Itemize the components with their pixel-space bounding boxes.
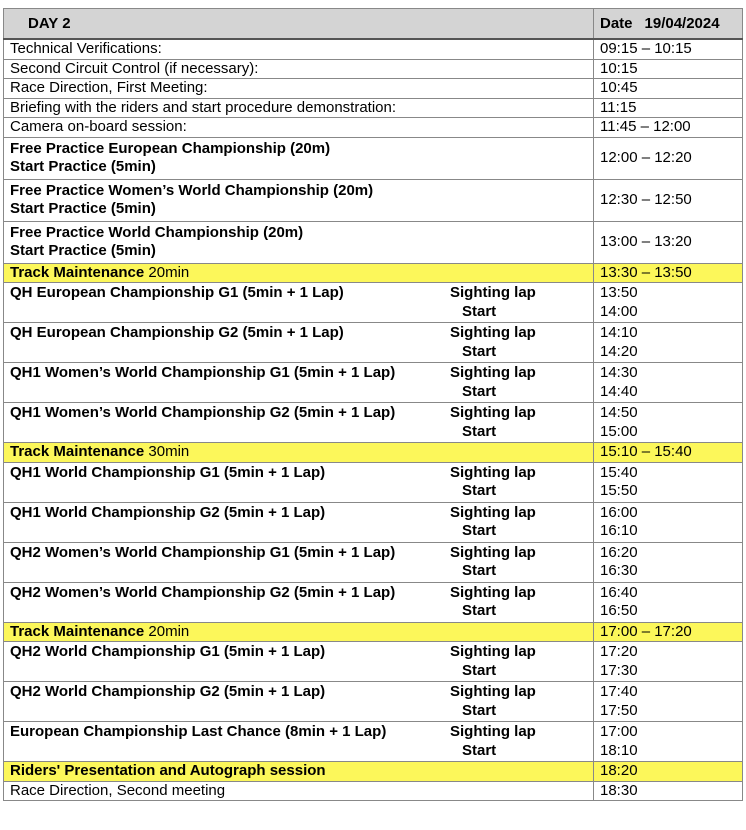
session-content [10, 284, 593, 321]
session-times [594, 682, 743, 722]
start-label: Start [462, 422, 497, 440]
session-cell [4, 403, 594, 443]
session-cell [4, 363, 594, 403]
session-labels [450, 284, 560, 321]
session-name: QH European Championship G1 (5min + 1 Lap) [10, 284, 344, 301]
highlight-cell [4, 443, 594, 463]
sighting-lap-time: 15:40 [600, 463, 638, 481]
start-time: 15:50 [600, 482, 638, 499]
session-row [4, 462, 743, 502]
start-label: Start [462, 701, 497, 719]
free-practice-time: 12:30 – 12:50 [594, 179, 743, 221]
highlight-title: Track Maintenance [10, 263, 145, 281]
start-time: 16:30 [600, 562, 638, 579]
highlight-cell [4, 762, 594, 782]
sighting-lap-time: 13:50 [600, 284, 638, 301]
session-times [594, 403, 743, 443]
activity-label: Briefing with the riders and start procedure demonstration: [4, 98, 594, 118]
session-content [10, 364, 593, 401]
free-practice-cell [4, 137, 594, 179]
session-row [4, 403, 743, 443]
session-row [4, 502, 743, 542]
session-row [4, 722, 743, 762]
sighting-lap-label: Sighting lap [450, 364, 536, 381]
session-times [594, 283, 743, 323]
free-practice-row [4, 221, 743, 263]
activity-time: 10:45 [594, 79, 743, 99]
plain-row [4, 118, 743, 138]
highlight-cell [4, 622, 594, 642]
session-content [10, 464, 593, 501]
session-content [10, 324, 593, 361]
session-row [4, 642, 743, 682]
date-cell [594, 9, 743, 40]
sighting-lap-label: Sighting lap [450, 284, 536, 301]
free-practice-cell [4, 221, 594, 263]
highlight-cell [4, 263, 594, 283]
activity-label: Second Circuit Control (if necessary): [4, 59, 594, 79]
session-labels [450, 504, 560, 541]
highlight-duration: 20min [148, 263, 190, 281]
session-row [4, 582, 743, 622]
session-row [4, 363, 743, 403]
date-value: 19/04/2024 [644, 15, 720, 32]
highlight-duration: 30min [148, 443, 190, 460]
session-name: European Championship Last Chance (8min + 1 Lap) [10, 723, 387, 740]
sighting-lap-time: 14:30 [600, 364, 638, 381]
session-times [594, 722, 743, 762]
sighting-lap-time: 17:00 [600, 723, 638, 740]
session-labels [450, 683, 560, 720]
session-row [4, 283, 743, 323]
highlight-row [4, 443, 743, 463]
session-times [594, 323, 743, 363]
start-label: Start [462, 562, 497, 579]
sighting-lap-time: 17:40 [600, 683, 638, 700]
session-name: QH2 Women’s World Championship G1 (5min + 1 Lap) [10, 543, 396, 561]
session-times [594, 542, 743, 582]
sighting-lap-label: Sighting lap [450, 404, 536, 421]
start-time: 14:40 [600, 382, 638, 400]
start-label: Start [462, 522, 497, 539]
session-content [10, 723, 593, 760]
session-cell [4, 722, 594, 762]
session-content [10, 683, 593, 720]
highlight-title: Riders' Presentation and Autograph session [10, 762, 326, 779]
sighting-lap-label: Sighting lap [450, 324, 536, 341]
session-times [594, 582, 743, 622]
highlight-time: 18:20 [594, 762, 743, 782]
day-title: DAY 2 [4, 9, 594, 40]
start-label: Start [462, 342, 497, 360]
session-cell [4, 582, 594, 622]
start-time: 17:30 [600, 661, 638, 679]
session-name: QH1 World Championship G1 (5min + 1 Lap) [10, 463, 326, 481]
sighting-lap-label: Sighting lap [450, 643, 536, 660]
session-labels [450, 723, 560, 760]
activity-label: Technical Verifications: [4, 39, 594, 59]
session-times [594, 502, 743, 542]
plain-row [4, 79, 743, 99]
free-practice-title: Free Practice European Championship (20m) [10, 139, 331, 157]
sighting-lap-label: Sighting lap [450, 583, 536, 601]
start-label: Start [462, 302, 497, 320]
session-times [594, 462, 743, 502]
start-label: Start [462, 661, 497, 679]
free-practice-time: 13:00 – 13:20 [594, 221, 743, 263]
session-labels [450, 643, 560, 680]
session-labels [450, 324, 560, 361]
start-time: 18:10 [600, 741, 638, 759]
start-time: 16:50 [600, 602, 638, 619]
session-times [594, 642, 743, 682]
free-practice-row [4, 179, 743, 221]
start-time: 16:10 [600, 522, 638, 539]
session-labels [450, 364, 560, 401]
start-practice-label: Start Practice (5min) [10, 200, 156, 217]
session-labels [450, 584, 560, 621]
session-labels [450, 544, 560, 581]
start-label: Start [462, 482, 497, 499]
start-time: 15:00 [600, 422, 638, 440]
sighting-lap-time: 14:10 [600, 324, 638, 341]
session-cell [4, 642, 594, 682]
session-name: QH2 World Championship G2 (5min + 1 Lap) [10, 683, 326, 700]
sighting-lap-label: Sighting lap [450, 683, 536, 700]
free-practice-row [4, 137, 743, 179]
sighting-lap-label: Sighting lap [450, 503, 536, 521]
highlight-row [4, 263, 743, 283]
sighting-lap-time: 17:20 [600, 643, 638, 660]
highlight-time: 15:10 – 15:40 [594, 443, 743, 463]
session-content [10, 404, 593, 441]
highlight-duration: 20min [148, 622, 190, 640]
session-content [10, 643, 593, 680]
activity-label: Camera on-board session: [4, 118, 594, 138]
session-cell [4, 542, 594, 582]
session-name: QH2 World Championship G1 (5min + 1 Lap) [10, 643, 326, 660]
sighting-lap-time: 14:50 [600, 404, 638, 421]
activity-time: 18:30 [594, 781, 743, 801]
plain-row [4, 59, 743, 79]
session-cell [4, 462, 594, 502]
activity-label: Race Direction, Second meeting [4, 781, 594, 801]
session-name: QH1 Women’s World Championship G1 (5min + 1 Lap) [10, 364, 396, 381]
activity-time: 11:15 [594, 98, 743, 118]
sighting-lap-time: 16:00 [600, 503, 638, 521]
session-content [10, 584, 593, 621]
start-time: 17:50 [600, 701, 638, 719]
session-name: QH2 Women’s World Championship G2 (5min + 1 Lap) [10, 583, 396, 601]
session-labels [450, 464, 560, 501]
start-label: Start [462, 602, 497, 619]
session-name: QH1 World Championship G2 (5min + 1 Lap) [10, 503, 326, 521]
start-practice-label: Start Practice (5min) [10, 158, 156, 175]
start-time: 14:00 [600, 302, 638, 320]
sighting-lap-time: 16:20 [600, 543, 638, 561]
highlight-row [4, 622, 743, 642]
highlight-row [4, 762, 743, 782]
sighting-lap-time: 16:40 [600, 583, 638, 601]
start-label: Start [462, 741, 497, 759]
highlight-time: 13:30 – 13:50 [594, 263, 743, 283]
session-row [4, 542, 743, 582]
highlight-title: Track Maintenance [10, 443, 145, 460]
session-cell [4, 682, 594, 722]
session-name: QH1 Women’s World Championship G2 (5min + 1 Lap) [10, 404, 396, 421]
sighting-lap-label: Sighting lap [450, 723, 536, 740]
session-cell [4, 323, 594, 363]
sighting-lap-label: Sighting lap [450, 543, 536, 561]
free-practice-time: 12:00 – 12:20 [594, 137, 743, 179]
activity-time: 11:45 – 12:00 [594, 118, 743, 138]
header-row [4, 9, 743, 40]
session-content [10, 504, 593, 541]
session-cell [4, 502, 594, 542]
highlight-title: Track Maintenance [10, 622, 145, 640]
date-label: Date [600, 15, 633, 32]
session-cell [4, 283, 594, 323]
start-practice-label: Start Practice (5min) [10, 242, 156, 259]
session-labels [450, 404, 560, 441]
free-practice-title: Free Practice World Championship (20m) [10, 223, 304, 241]
start-time: 14:20 [600, 342, 638, 360]
activity-time: 09:15 – 10:15 [594, 39, 743, 59]
sighting-lap-label: Sighting lap [450, 463, 536, 481]
activity-time: 10:15 [594, 59, 743, 79]
session-content [10, 544, 593, 581]
schedule-table [3, 8, 743, 801]
highlight-time: 17:00 – 17:20 [594, 622, 743, 642]
session-row [4, 682, 743, 722]
activity-label: Race Direction, First Meeting: [4, 79, 594, 99]
free-practice-title: Free Practice Women’s World Championship (20m) [10, 181, 374, 199]
plain-row [4, 39, 743, 59]
free-practice-cell [4, 179, 594, 221]
start-label: Start [462, 382, 497, 400]
session-times [594, 363, 743, 403]
plain-row [4, 98, 743, 118]
session-name: QH European Championship G2 (5min + 1 Lap) [10, 324, 344, 341]
plain-row [4, 781, 743, 801]
schedule-sheet [3, 8, 742, 801]
session-row [4, 323, 743, 363]
